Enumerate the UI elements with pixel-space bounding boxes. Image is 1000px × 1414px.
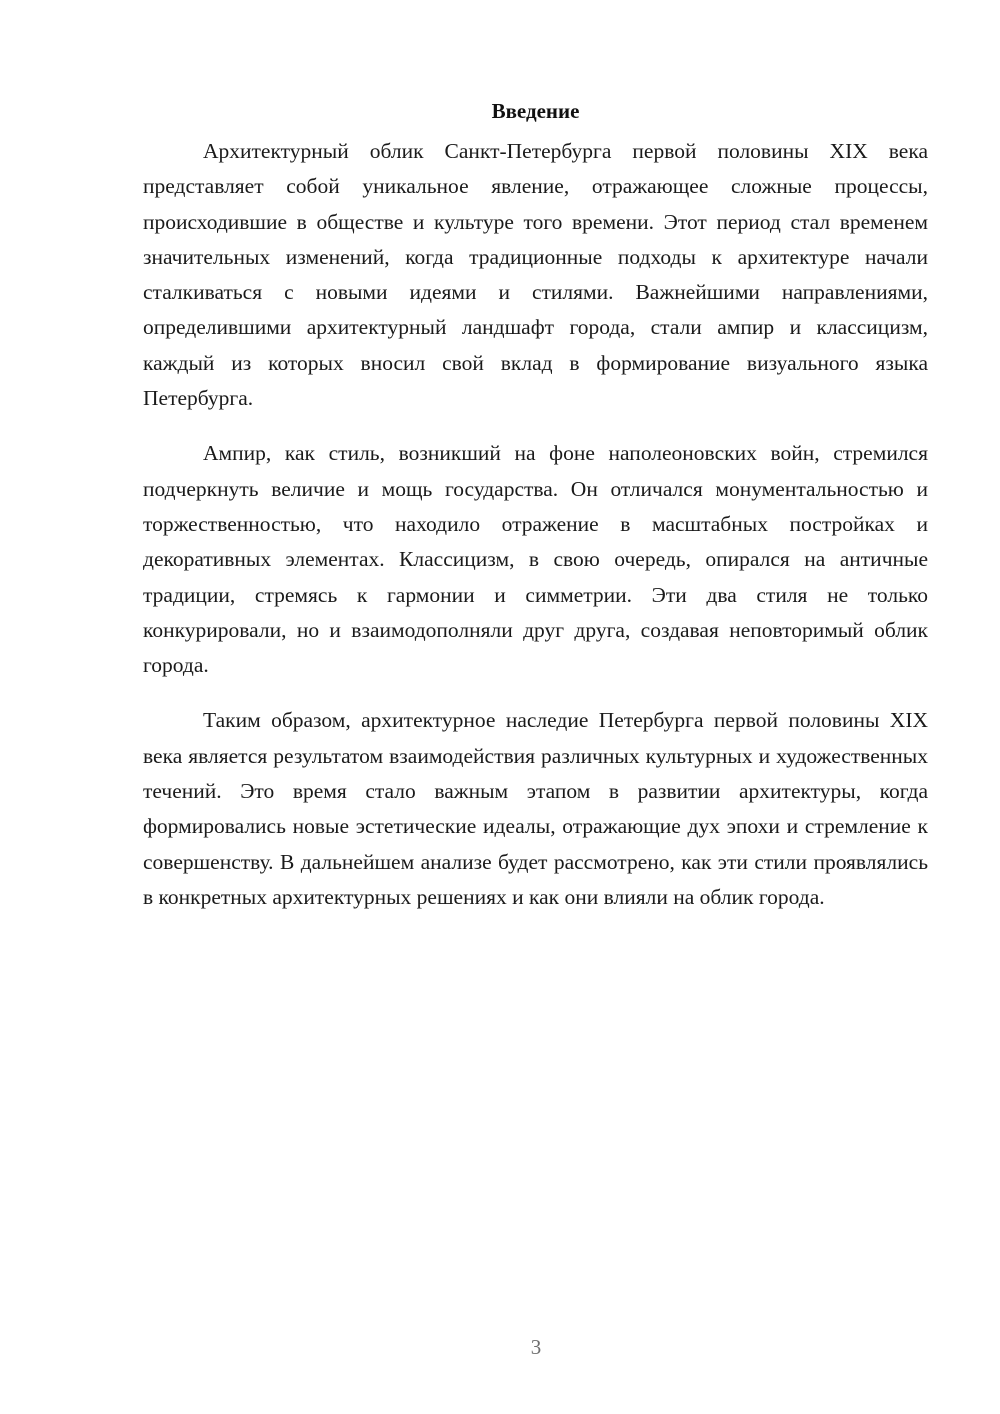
page-content — [143, 96, 928, 915]
paragraph: Архитектурный облик Санкт-Петербурга первой половины XIX века представляет собой уникальное явление, отражающее сложные процессы, происходившие в обществе и культуре того времени. Этот период стал временем значительных изменений, когда традиционные подходы к архитектуре начали сталкиваться с новыми идеями и стилями. Важнейшими направлениями, определившими архитектурный ландшафт города, стали ампир и классицизм, каждый из которых вносил свой вклад в формирование визуального языка Петербурга. — [143, 139, 928, 411]
paragraph: Таким образом, архитектурное наследие Петербурга первой половины XIX века является результатом взаимодействия различных культурных и художественных течений. Это время стало важным этапом в развитии архитектуры, когда формировались новые эстетические идеалы, отражающие дух эпохи и стремление к совершенству. В дальнейшем анализе будет рассмотрено, как эти стили проявлялись в конкретных архитектурных решениях и как они влияли на облик города. — [143, 708, 928, 909]
section-title: Введение — [491, 99, 580, 123]
paragraph: Ампир, как стиль, возникший на фоне наполеоновских войн, стремился подчеркнуть величие и мощь государства. Он отличался монументальностью и торжественностью, что находило отражение в масштабных постройках и декоративных элементах. Классицизм, в свою очередь, опирался на античные традиции, стремясь к гармонии и симметрии. Эти два стиля не только конкурировали, но и взаимодополняли друг друга, создавая неповторимый облик города. — [143, 441, 928, 678]
page-number: 3 — [530, 1335, 542, 1359]
